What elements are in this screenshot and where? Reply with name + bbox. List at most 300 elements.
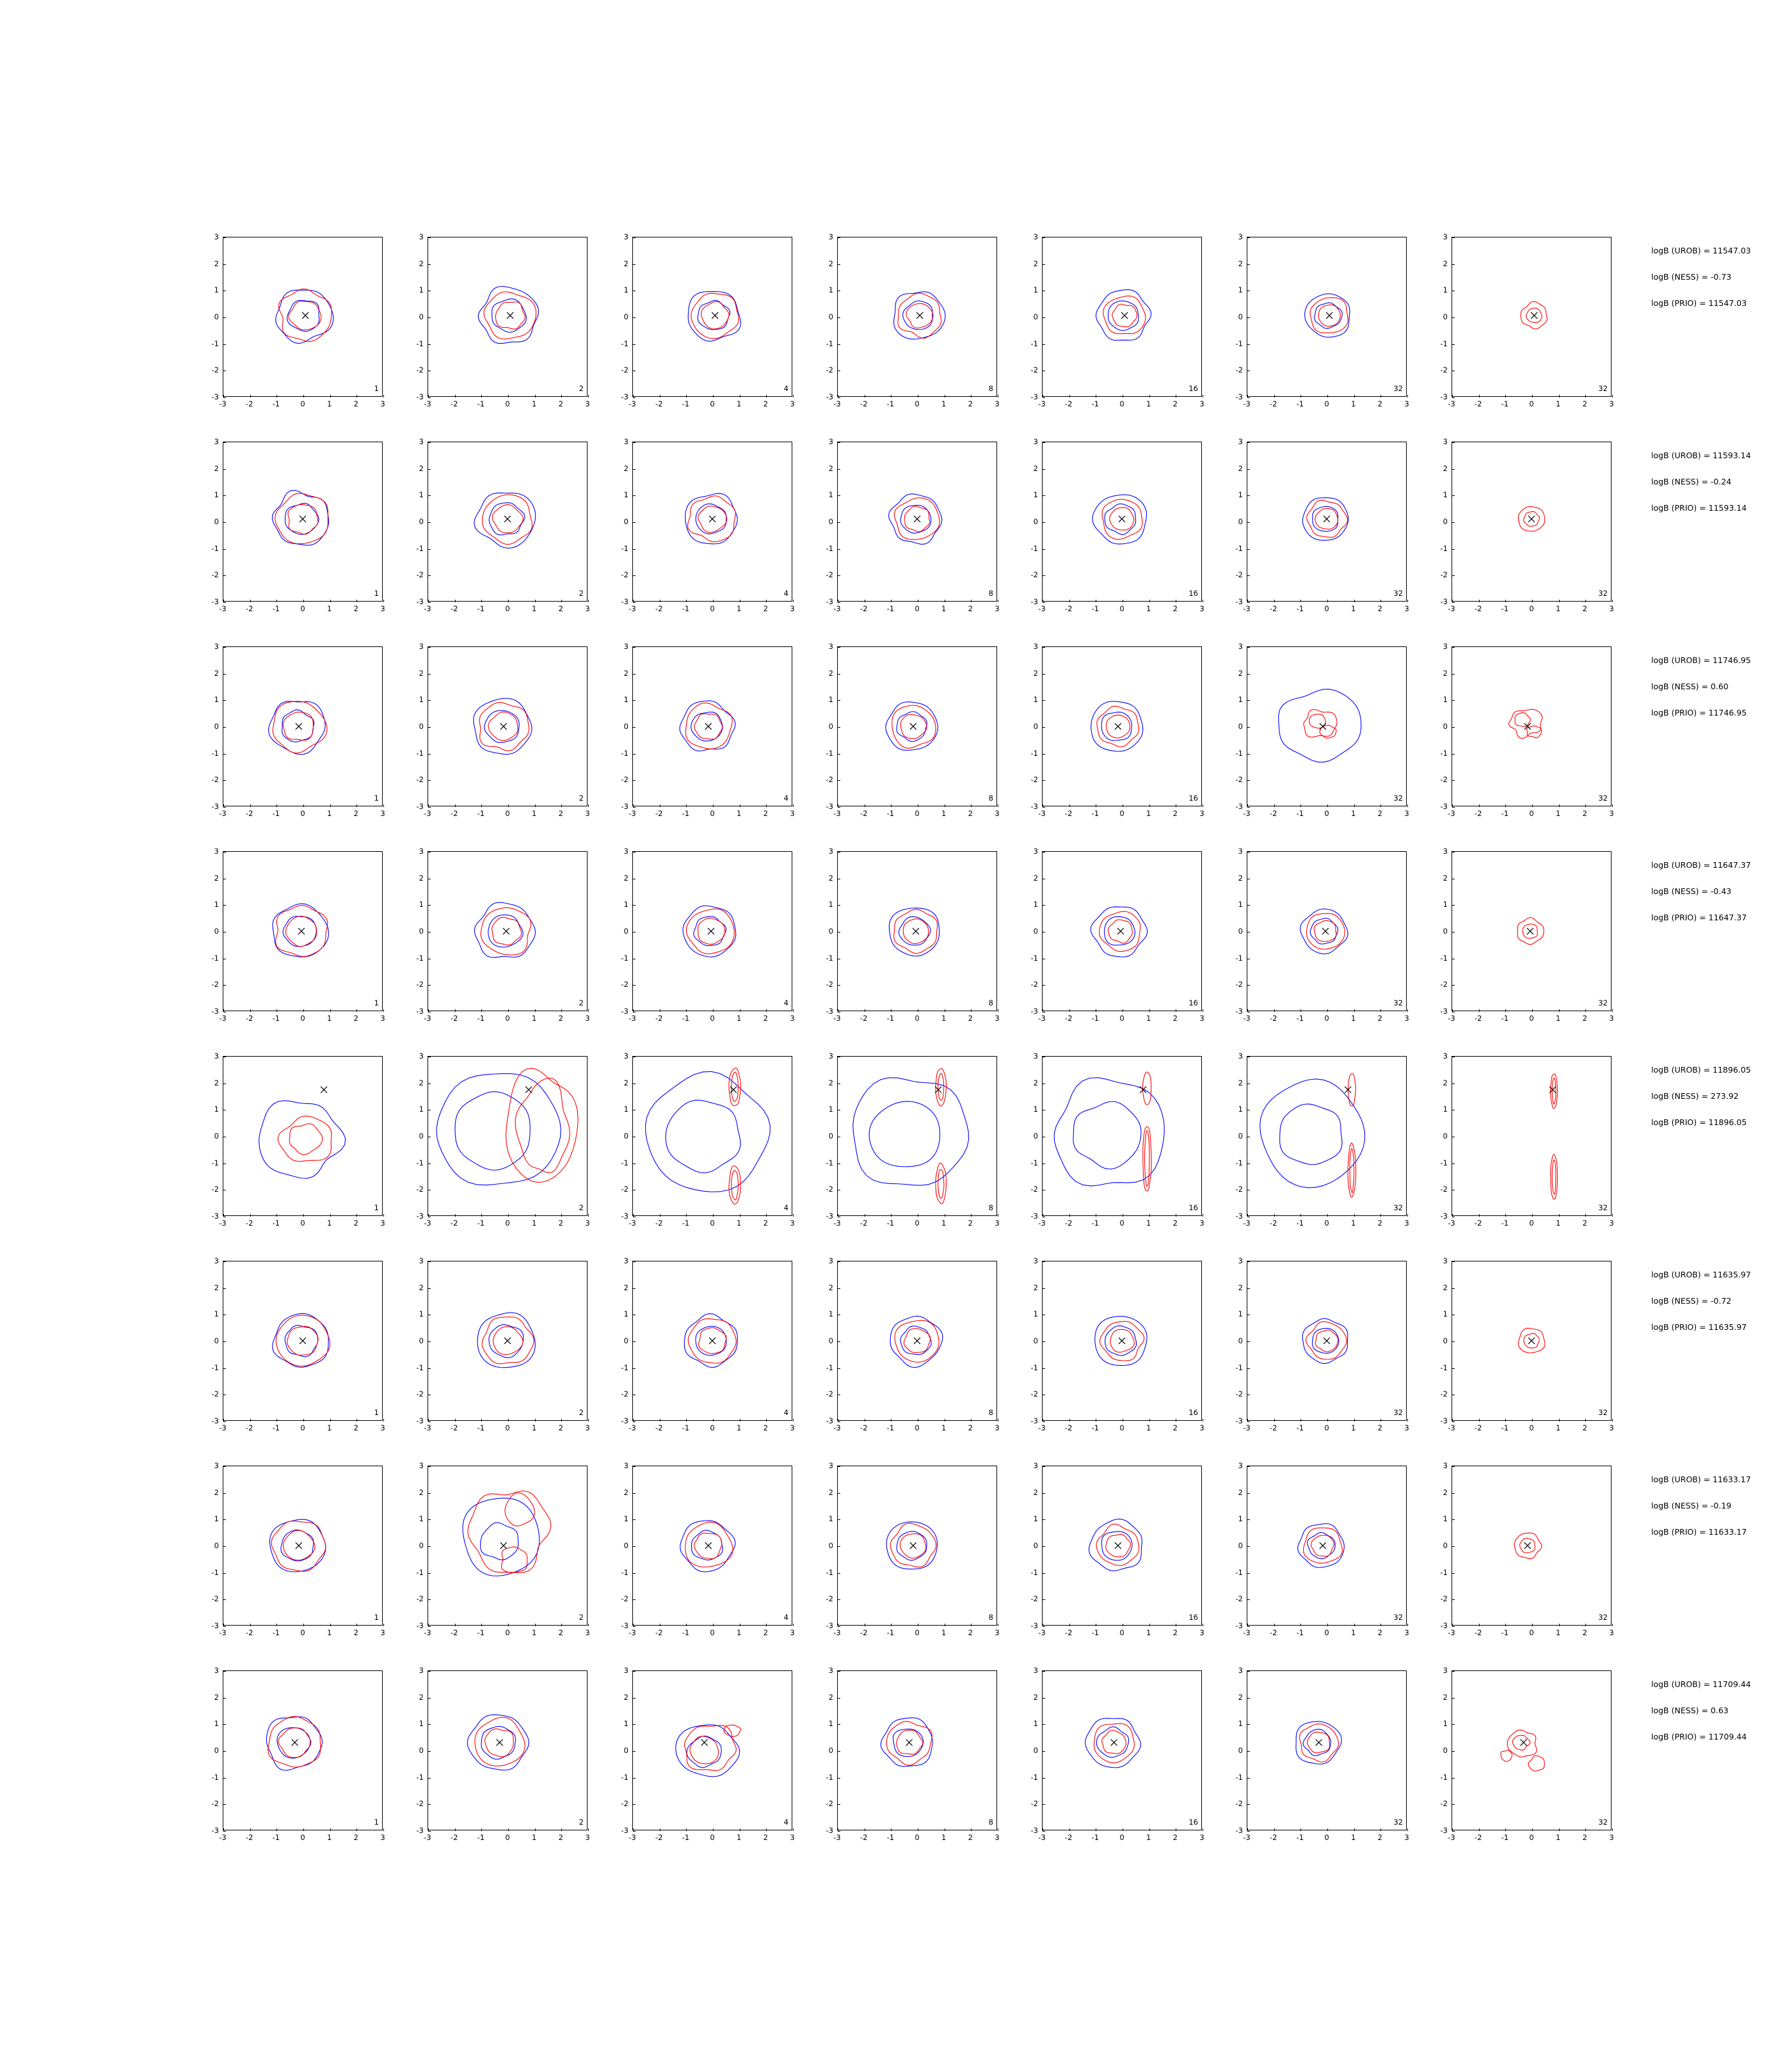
- x-axis-tick-label: -2: [860, 604, 868, 613]
- x-tickmark: [971, 1828, 972, 1831]
- x-tickmark: [561, 1828, 562, 1831]
- contour-plot-panel[interactable]: [428, 646, 588, 806]
- contour-canvas: [1452, 647, 1611, 806]
- contour-plot-panel[interactable]: [223, 442, 383, 602]
- y-axis-tick-label: -1: [1235, 1158, 1243, 1167]
- y-tickmark: [1043, 1778, 1045, 1779]
- x-tickmark: [561, 1419, 562, 1421]
- x-tickmark: [1532, 1009, 1533, 1012]
- y-axis-tick-label: -2: [1235, 1799, 1243, 1809]
- x-axis-tick-label: 3: [790, 1833, 795, 1842]
- contour-plot-panel[interactable]: [428, 442, 588, 602]
- y-tickmark: [428, 1599, 431, 1600]
- x-axis-tick-label: -2: [860, 1219, 868, 1228]
- y-axis-tick-label: 1: [1033, 1309, 1038, 1319]
- y-axis-tick-label: 2: [419, 1078, 424, 1087]
- y-tickmark: [1452, 442, 1455, 443]
- y-tickmark: [633, 397, 636, 398]
- contour-canvas: [1452, 237, 1611, 396]
- x-tickmark: [1585, 804, 1586, 807]
- panel-number-label: 2: [579, 1203, 584, 1212]
- y-axis-tick-label: 2: [214, 259, 219, 268]
- x-tickmark: [1612, 1009, 1613, 1012]
- contour-canvas: [633, 1057, 792, 1215]
- panel-number-label: 2: [579, 794, 584, 803]
- y-tickmark: [223, 1341, 226, 1342]
- contour-plot-panel[interactable]: [428, 237, 588, 397]
- y-tickmark: [633, 1626, 636, 1627]
- row-statistics-block: [1651, 1475, 1751, 1553]
- y-tickmark: [838, 1724, 840, 1725]
- x-axis-tick-label: -3: [219, 1219, 227, 1228]
- x-axis-tick-label: 2: [968, 1219, 973, 1228]
- x-axis-tick-label: 2: [1582, 1423, 1587, 1432]
- y-tickmark: [1247, 1493, 1250, 1494]
- x-axis-tick-label: -2: [245, 1628, 253, 1637]
- blue-contour: [676, 1725, 740, 1777]
- subplot-cell: [1030, 640, 1235, 845]
- blue-contour: [687, 1736, 721, 1768]
- contour-plot-panel[interactable]: [1452, 1261, 1612, 1421]
- x-axis-tick-label: -1: [1296, 1423, 1304, 1432]
- truth-marker-x-icon: [1531, 312, 1537, 319]
- contour-canvas: [838, 237, 996, 396]
- y-axis-tick-label: 2: [828, 1692, 833, 1702]
- y-tickmark: [1247, 674, 1250, 675]
- y-axis-tick-label: -3: [621, 392, 628, 401]
- contour-plot-panel[interactable]: [1247, 1670, 1407, 1830]
- y-axis-tick-label: 0: [828, 1132, 833, 1140]
- y-tickmark: [1247, 317, 1250, 318]
- y-axis-tick-label: -2: [826, 1185, 833, 1194]
- x-axis-tick-label: -1: [1296, 1014, 1304, 1023]
- x-tickmark: [1532, 1828, 1533, 1831]
- truth-marker-x-icon: [1115, 1542, 1121, 1549]
- truth-marker-x-icon: [709, 516, 716, 522]
- red-contour: [1350, 1149, 1354, 1193]
- x-axis-tick-label: -1: [1296, 399, 1304, 408]
- contour-plot-panel[interactable]: [1452, 1670, 1612, 1830]
- contour-plot-panel[interactable]: [428, 1466, 588, 1626]
- y-axis-tick-label: 3: [623, 1052, 628, 1060]
- contour-plot-panel[interactable]: [1247, 851, 1407, 1011]
- x-tickmark: [303, 1214, 304, 1217]
- x-axis-tick-label: 1: [1555, 1628, 1561, 1637]
- x-tickmark: [1479, 1624, 1480, 1626]
- contour-plot-panel[interactable]: [1042, 1466, 1202, 1626]
- x-axis-tick-label: 2: [763, 1219, 768, 1228]
- x-tickmark: [1559, 1624, 1560, 1626]
- y-axis-tick-label: 0: [828, 722, 833, 731]
- contour-plot-panel[interactable]: [1452, 646, 1612, 806]
- x-axis-tick-label: 3: [995, 604, 1000, 613]
- contour-plot-panel[interactable]: [1042, 1261, 1202, 1421]
- subplot-cell: [211, 845, 416, 1050]
- x-tickmark: [1327, 1214, 1328, 1217]
- contour-plot-panel[interactable]: [837, 646, 997, 806]
- contour-plot-panel[interactable]: [632, 442, 792, 602]
- truth-marker-x-icon: [1111, 1740, 1117, 1746]
- subplot-cell: [621, 1254, 826, 1459]
- x-tickmark: [1612, 395, 1613, 397]
- contour-canvas: [838, 442, 996, 601]
- y-tickmark: [1452, 905, 1455, 906]
- y-axis-tick-label: -1: [211, 953, 219, 963]
- y-axis-tick-label: -3: [1030, 1621, 1038, 1630]
- y-axis-tick-label: -1: [1235, 1567, 1243, 1577]
- y-tickmark: [1247, 264, 1250, 265]
- subplot-cell: [1440, 230, 1645, 435]
- x-axis-tick-label: -1: [1091, 399, 1100, 408]
- x-axis-tick-label: -3: [628, 809, 636, 818]
- contour-plot-panel[interactable]: [632, 1261, 792, 1421]
- x-axis-tick-label: 2: [1582, 1833, 1587, 1842]
- y-tickmark: [838, 1831, 840, 1832]
- contour-plot-panel[interactable]: [428, 1670, 588, 1830]
- x-axis-tick-label: -3: [219, 1628, 227, 1637]
- y-tickmark: [428, 1626, 431, 1627]
- x-axis-tick-label: 3: [1609, 809, 1614, 818]
- panel-number-label: 32: [1598, 1818, 1608, 1827]
- contour-plot-panel[interactable]: [837, 237, 997, 397]
- y-axis-tick-label: -3: [1235, 392, 1243, 401]
- blue-contour: [484, 710, 519, 742]
- y-tickmark: [1043, 1519, 1045, 1520]
- x-tickmark: [1585, 1624, 1586, 1626]
- contour-canvas: [838, 1057, 996, 1215]
- y-axis-tick-label: -2: [1235, 775, 1243, 785]
- x-axis-tick-label: 0: [505, 809, 510, 818]
- x-tickmark: [1327, 1009, 1328, 1012]
- x-tickmark: [1069, 1624, 1070, 1626]
- contour-plot-panel[interactable]: [1042, 1670, 1202, 1830]
- y-axis-tick-label: -1: [416, 543, 424, 553]
- contour-plot-panel[interactable]: [837, 1466, 997, 1626]
- y-axis-tick-label: -3: [826, 1826, 833, 1835]
- contour-plot-panel[interactable]: [837, 1056, 997, 1216]
- contour-plot-panel[interactable]: [1452, 851, 1612, 1011]
- y-tickmark: [1247, 397, 1250, 398]
- y-axis-tick-label: 0: [1238, 722, 1243, 731]
- red-contour: [1552, 1160, 1556, 1194]
- y-axis-tick-label: 1: [1238, 695, 1243, 705]
- subplot-cell: [1235, 640, 1440, 845]
- y-axis-tick-label: -2: [211, 775, 219, 785]
- stat-line-logb-urob: logB (UROB) = 11635.97: [1651, 1270, 1751, 1279]
- y-tickmark: [1247, 495, 1250, 496]
- y-axis-tick-label: 2: [1238, 873, 1243, 883]
- y-axis-tick-label: -1: [1440, 748, 1448, 758]
- y-tickmark: [633, 1804, 636, 1805]
- panel-number-label: 32: [1598, 1408, 1608, 1417]
- x-axis-tick-label: 0: [1119, 1833, 1124, 1842]
- y-axis-tick-label: -2: [416, 980, 424, 989]
- y-axis-tick-label: 3: [419, 437, 424, 446]
- y-axis-tick-label: 0: [1443, 1541, 1448, 1550]
- x-tickmark: [1407, 804, 1408, 807]
- y-tickmark: [838, 469, 840, 470]
- y-axis-tick-label: 3: [1238, 1461, 1243, 1470]
- y-axis-tick-label: -2: [1030, 1594, 1038, 1604]
- y-axis-tick-label: 1: [419, 695, 424, 705]
- stat-line-logb-ness: logB (NESS) = 0.60: [1651, 682, 1729, 691]
- truth-marker-x-icon: [1115, 723, 1121, 730]
- y-axis-tick-label: -2: [211, 1594, 219, 1604]
- red-contour: [732, 1171, 739, 1200]
- contour-plot-panel[interactable]: [428, 851, 588, 1011]
- y-axis-tick-label: 2: [1033, 1487, 1038, 1497]
- y-axis-tick-label: 2: [1238, 668, 1243, 678]
- truth-marker-x-icon: [906, 1740, 913, 1746]
- contour-plot-panel[interactable]: [632, 1466, 792, 1626]
- y-axis-tick-label: 0: [214, 927, 219, 936]
- x-axis-tick-label: -3: [1243, 1423, 1251, 1432]
- x-tickmark: [1069, 1214, 1070, 1217]
- y-tickmark: [1043, 1751, 1045, 1752]
- contour-plot-panel[interactable]: [1042, 646, 1202, 806]
- x-tickmark: [891, 804, 892, 807]
- x-axis-tick-label: 1: [1350, 1423, 1356, 1432]
- x-tickmark: [481, 1214, 482, 1217]
- y-axis-tick-label: 3: [828, 847, 833, 856]
- subplot-cell: [1235, 1664, 1440, 1869]
- x-tickmark: [250, 804, 251, 807]
- x-axis-tick-label: -3: [1243, 1014, 1251, 1023]
- truth-marker-x-icon: [1324, 516, 1330, 522]
- x-tickmark: [1274, 395, 1275, 397]
- contour-plot-panel[interactable]: [1452, 442, 1612, 602]
- contour-plot-panel[interactable]: [837, 1670, 997, 1830]
- contour-plot-panel[interactable]: [1452, 237, 1612, 397]
- y-axis-tick-label: -1: [826, 339, 833, 348]
- y-axis-tick-label: -3: [211, 1826, 219, 1835]
- contour-plot-panel[interactable]: [223, 237, 383, 397]
- stat-line-logb-ness: logB (NESS) = 0.63: [1651, 1706, 1729, 1715]
- y-axis-tick-label: 3: [214, 1256, 219, 1265]
- x-axis-tick-label: -2: [1269, 1833, 1277, 1842]
- x-tickmark: [1300, 1214, 1301, 1217]
- y-axis-tick-label: 2: [214, 1692, 219, 1702]
- x-tickmark: [330, 1419, 331, 1421]
- y-axis-tick-label: 3: [419, 642, 424, 651]
- y-tickmark: [633, 700, 636, 701]
- panel-number-label: 32: [1393, 384, 1403, 393]
- y-tickmark: [1043, 1804, 1045, 1805]
- x-axis-tick-label: 1: [1555, 1219, 1561, 1228]
- contour-plot-panel[interactable]: [837, 442, 997, 602]
- contour-plot-panel[interactable]: [223, 1261, 383, 1421]
- contour-plot-panel[interactable]: [223, 851, 383, 1011]
- y-axis-tick-label: 3: [1238, 1666, 1243, 1675]
- x-axis-tick-label: 1: [1146, 1423, 1151, 1432]
- x-axis-tick-label: 0: [300, 604, 305, 613]
- x-axis-tick-label: -1: [1296, 809, 1304, 818]
- stat-line-logb-prio: logB (PRIO) = 11896.05: [1651, 1117, 1747, 1127]
- contour-canvas: [633, 647, 792, 806]
- y-axis-tick-label: 1: [214, 285, 219, 295]
- y-axis-tick-label: 1: [623, 490, 628, 500]
- y-axis-tick-label: -2: [621, 980, 628, 989]
- contour-plot-panel[interactable]: [1247, 442, 1407, 602]
- blue-contour: [888, 494, 941, 545]
- y-axis-tick-label: 0: [1033, 1336, 1038, 1345]
- contour-plot-panel[interactable]: [428, 1261, 588, 1421]
- y-tickmark: [838, 602, 840, 603]
- x-axis-tick-label: 1: [1146, 1014, 1151, 1023]
- subplot-cell: [826, 230, 1030, 435]
- y-axis-tick-label: 0: [828, 927, 833, 936]
- y-axis-tick-label: -2: [826, 1594, 833, 1604]
- truth-marker-x-icon: [910, 723, 916, 730]
- y-tickmark: [1247, 1698, 1250, 1699]
- x-axis-tick-label: 2: [1582, 604, 1587, 613]
- contour-plot-panel[interactable]: [1247, 237, 1407, 397]
- x-axis-tick-label: 0: [300, 399, 305, 408]
- y-axis-tick-label: 0: [623, 517, 628, 526]
- x-tickmark: [1300, 804, 1301, 807]
- y-tickmark: [1452, 780, 1455, 781]
- x-axis-tick-label: -1: [1091, 809, 1100, 818]
- contour-plot-panel[interactable]: [223, 1670, 383, 1830]
- blue-contour: [1089, 1519, 1142, 1571]
- y-tickmark: [633, 1671, 636, 1672]
- contour-plot-panel[interactable]: [632, 1670, 792, 1830]
- x-tickmark: [1069, 1009, 1070, 1012]
- contour-plot-panel[interactable]: [223, 1056, 383, 1216]
- contour-canvas: [838, 647, 996, 806]
- blue-contour: [1091, 701, 1143, 751]
- contour-plot-panel[interactable]: [632, 851, 792, 1011]
- contour-plot-panel[interactable]: [1042, 851, 1202, 1011]
- x-axis-tick-label: 0: [300, 1833, 305, 1842]
- y-axis-tick-label: 3: [828, 1461, 833, 1470]
- blue-contour: [897, 1532, 927, 1560]
- x-tickmark: [793, 600, 794, 602]
- panel-number-label: 8: [988, 1818, 993, 1827]
- x-axis-tick-label: 2: [1582, 1014, 1587, 1023]
- x-tickmark: [1585, 1419, 1586, 1421]
- x-axis-tick-label: -2: [655, 809, 663, 818]
- x-axis-tick-label: 0: [505, 604, 510, 613]
- contour-plot-panel[interactable]: [632, 237, 792, 397]
- subplot-cell: [621, 640, 826, 845]
- truth-marker-x-icon: [914, 1338, 920, 1344]
- x-axis-tick-label: 2: [968, 604, 973, 613]
- y-axis-tick-label: -3: [211, 802, 219, 811]
- x-tickmark: [383, 600, 384, 602]
- contour-plot-panel[interactable]: [1042, 1056, 1202, 1216]
- contour-plot-panel[interactable]: [632, 646, 792, 806]
- x-axis-tick-label: 0: [1529, 1833, 1534, 1842]
- x-axis-tick-label: 3: [995, 399, 1000, 408]
- contour-plot-panel[interactable]: [632, 1056, 792, 1216]
- y-axis-tick-label: -2: [1235, 365, 1243, 375]
- x-axis-tick-label: 2: [353, 1014, 358, 1023]
- x-axis-tick-label: 2: [558, 1219, 563, 1228]
- x-axis-tick-label: 2: [558, 1014, 563, 1023]
- y-axis-tick-label: -1: [621, 543, 628, 553]
- truth-marker-x-icon: [709, 1338, 716, 1344]
- contour-plot-panel[interactable]: [223, 646, 383, 806]
- x-tickmark: [891, 1419, 892, 1421]
- y-tickmark: [838, 317, 840, 318]
- x-tickmark: [1354, 1009, 1355, 1012]
- y-tickmark: [1452, 1804, 1455, 1805]
- x-axis-tick-label: 2: [1377, 1014, 1382, 1023]
- contour-plot-panel[interactable]: [1247, 1261, 1407, 1421]
- contour-plot-panel[interactable]: [1247, 1466, 1407, 1626]
- contour-plot-panel[interactable]: [1042, 237, 1202, 397]
- contour-plot-panel[interactable]: [837, 1261, 997, 1421]
- x-tickmark: [1327, 804, 1328, 807]
- y-axis-tick-label: 3: [419, 1666, 424, 1675]
- y-tickmark: [223, 1599, 226, 1600]
- y-axis-tick-label: -2: [416, 1185, 424, 1194]
- contour-plot-panel[interactable]: [1452, 1056, 1612, 1216]
- y-tickmark: [1247, 344, 1250, 345]
- x-axis-tick-label: -2: [450, 1014, 458, 1023]
- y-axis-tick-label: -3: [416, 1621, 424, 1630]
- y-tickmark: [1043, 1421, 1045, 1422]
- x-tickmark: [766, 1009, 767, 1012]
- contour-plot-panel[interactable]: [837, 851, 997, 1011]
- y-axis-tick-label: 2: [214, 463, 219, 473]
- x-axis-tick-label: 2: [558, 1833, 563, 1842]
- y-axis-tick-label: 1: [214, 695, 219, 705]
- y-axis-tick-label: 0: [1443, 517, 1448, 526]
- x-axis-tick-label: 3: [380, 1219, 385, 1228]
- y-axis-tick-label: -2: [621, 1185, 628, 1194]
- contour-canvas: [428, 1261, 587, 1420]
- x-tickmark: [455, 1624, 456, 1626]
- x-tickmark: [383, 804, 384, 807]
- x-axis-tick-label: 3: [585, 399, 590, 408]
- x-axis-tick-label: 3: [1199, 604, 1204, 613]
- blue-contour: [474, 698, 532, 754]
- x-tickmark: [793, 1828, 794, 1831]
- y-tickmark: [223, 522, 226, 523]
- y-axis-tick-label: 0: [1443, 312, 1448, 321]
- contour-plot-panel[interactable]: [223, 1466, 383, 1626]
- x-tickmark: [1274, 804, 1275, 807]
- y-axis-tick-label: -2: [826, 1799, 833, 1809]
- contour-plot-panel[interactable]: [1452, 1466, 1612, 1626]
- x-axis-tick-label: 1: [941, 1219, 947, 1228]
- y-tickmark: [1043, 1288, 1045, 1289]
- contour-plot-panel[interactable]: [428, 1056, 588, 1216]
- contour-canvas: [1043, 1057, 1201, 1215]
- x-axis-tick-label: 3: [1199, 1628, 1204, 1637]
- y-axis-tick-label: 0: [828, 1541, 833, 1550]
- contour-plot-panel[interactable]: [1247, 646, 1407, 806]
- x-tickmark: [1479, 804, 1480, 807]
- y-axis-tick-label: 2: [1033, 1078, 1038, 1087]
- panel-number-label: 32: [1393, 1818, 1403, 1827]
- y-axis-tick-label: 0: [214, 1336, 219, 1345]
- x-tickmark: [713, 1828, 714, 1831]
- x-tickmark: [481, 804, 482, 807]
- x-axis-tick-label: -3: [1243, 399, 1251, 408]
- x-tickmark: [455, 395, 456, 397]
- y-axis-tick-label: 2: [623, 1078, 628, 1087]
- contour-plot-panel[interactable]: [1247, 1056, 1407, 1216]
- y-axis-tick-label: -1: [416, 1567, 424, 1577]
- contour-plot-panel[interactable]: [1042, 442, 1202, 602]
- y-axis-tick-label: 3: [828, 232, 833, 241]
- panel-number-label: 32: [1393, 1613, 1403, 1622]
- x-tickmark: [303, 1009, 304, 1012]
- y-tickmark: [223, 442, 226, 443]
